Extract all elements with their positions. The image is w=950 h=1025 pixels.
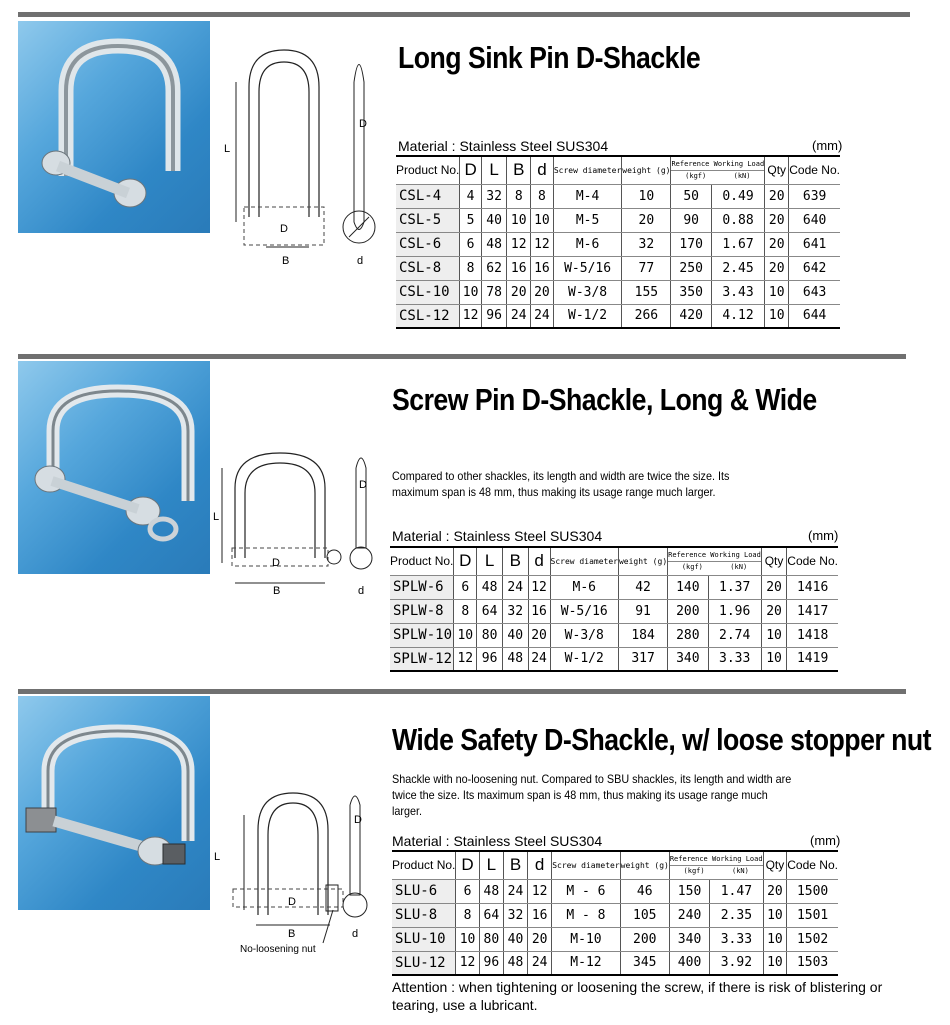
table-cell: 20: [765, 256, 789, 280]
table-cell: 50: [671, 184, 711, 208]
table-cell: 20: [765, 232, 789, 256]
product-no-cell: CSL-4: [396, 184, 460, 208]
table-row: [392, 879, 838, 903]
table-row: [396, 184, 840, 208]
table-cell: 24: [528, 951, 552, 975]
spec-table-splw: [390, 546, 838, 672]
product-no-cell: SPLW-12: [390, 647, 454, 671]
table-cell: 8: [531, 184, 554, 208]
header-weight: weight (g): [618, 547, 667, 575]
spec-table-csl: [396, 155, 840, 329]
table-cell: 80: [477, 623, 503, 647]
table-cell: 10: [765, 280, 789, 304]
table-cell: 24: [507, 304, 531, 328]
table-cell: 280: [668, 623, 708, 647]
table-cell: 10: [622, 184, 671, 208]
header-qty: Qty: [765, 156, 789, 184]
product-photo-slu: [18, 696, 210, 910]
header-B: B: [502, 547, 528, 575]
header-D: D: [456, 851, 479, 879]
table-cell: 10: [507, 208, 531, 232]
header-code: Code No.: [789, 156, 840, 184]
table-cell: 40: [503, 927, 527, 951]
table-cell: 10: [454, 623, 477, 647]
table-cell: 1.67: [711, 232, 764, 256]
table-cell: 12: [460, 304, 481, 328]
table-cell: 10: [763, 927, 787, 951]
table-row: [390, 647, 838, 671]
table-cell: 8: [454, 599, 477, 623]
table-row: [390, 599, 838, 623]
table-cell: M - 6: [552, 879, 620, 903]
table-cell: 32: [503, 903, 527, 927]
table-cell: W-1/2: [553, 304, 621, 328]
table-cell: 200: [668, 599, 708, 623]
table-cell: 12: [528, 575, 550, 599]
header-B: B: [507, 156, 531, 184]
drawing-label-d: D: [359, 479, 367, 491]
table-cell: 20: [765, 184, 789, 208]
header-kgf-kn: [671, 170, 764, 182]
product-no-cell: SLU-12: [392, 951, 456, 975]
table-cell: 105: [620, 903, 669, 927]
table-cell: 10: [763, 951, 787, 975]
table-cell: 32: [481, 184, 507, 208]
table-cell: 96: [477, 647, 503, 671]
table-cell: 1417: [787, 599, 838, 623]
table-cell: 24: [503, 879, 527, 903]
drawing-label-D: D: [288, 896, 296, 908]
table-cell: 20: [761, 575, 786, 599]
header-L: L: [477, 547, 503, 575]
table-cell: 266: [622, 304, 671, 328]
table-cell: 24: [528, 647, 550, 671]
table-cell: 6: [454, 575, 477, 599]
table-cell: W-5/16: [553, 256, 621, 280]
table-cell: 40: [481, 208, 507, 232]
table-row: [390, 623, 838, 647]
product-no-cell: CSL-10: [396, 280, 460, 304]
section-description: Compared to other shackles, its length and width are twice the size. Its maximum span is 48 mm, thus making its usage range much larger.: [392, 469, 730, 499]
header-kgf-kn: [670, 865, 763, 877]
table-cell: 20: [765, 208, 789, 232]
table-cell: 641: [789, 232, 840, 256]
technical-drawing-slu: [208, 785, 388, 955]
section-divider: [18, 12, 910, 17]
table-cell: 1418: [787, 623, 838, 647]
product-no-cell: SPLW-6: [390, 575, 454, 599]
table-cell: W-3/8: [550, 623, 618, 647]
header-d: d: [528, 547, 550, 575]
header-weight: weight (g): [620, 851, 669, 879]
table-cell: 250: [671, 256, 711, 280]
header-B: B: [503, 851, 527, 879]
table-body: [392, 879, 838, 975]
table-cell: 150: [669, 879, 709, 903]
table-row: [396, 208, 840, 232]
product-no-cell: SLU-8: [392, 903, 456, 927]
table-cell: 20: [761, 599, 786, 623]
table-cell: M-10: [552, 927, 620, 951]
table-cell: 400: [669, 951, 709, 975]
table-cell: 16: [528, 599, 550, 623]
table-cell: 4.12: [711, 304, 764, 328]
table-cell: 240: [669, 903, 709, 927]
table-cell: 96: [479, 951, 503, 975]
product-no-cell: SLU-6: [392, 879, 456, 903]
product-no-cell: SLU-10: [392, 927, 456, 951]
table-cell: 170: [671, 232, 711, 256]
table-cell: 155: [622, 280, 671, 304]
table-body: [390, 575, 838, 671]
header-d: d: [528, 851, 552, 879]
table-cell: 77: [622, 256, 671, 280]
table-header-row: [390, 547, 838, 575]
table-cell: 317: [618, 647, 667, 671]
table-cell: 1503: [787, 951, 838, 975]
table-cell: 8: [456, 903, 479, 927]
table-cell: 1500: [787, 879, 838, 903]
header-L: L: [479, 851, 503, 879]
header-kgf: (kgf): [685, 171, 707, 180]
header-qty: Qty: [761, 547, 786, 575]
header-D: D: [454, 547, 477, 575]
header-load-title: Reference Working Load: [668, 550, 761, 559]
table-cell: 1416: [787, 575, 838, 599]
table-cell: 20: [531, 280, 554, 304]
table-cell: W-3/8: [553, 280, 621, 304]
header-L: L: [481, 156, 507, 184]
table-cell: 10: [460, 280, 481, 304]
table-cell: 64: [479, 903, 503, 927]
material-label: Material : Stainless Steel SUS304: [398, 138, 609, 154]
table-cell: 48: [479, 879, 503, 903]
table-cell: 16: [507, 256, 531, 280]
table-cell: 2.74: [708, 623, 761, 647]
table-cell: 1.47: [710, 879, 763, 903]
table-cell: 10: [763, 903, 787, 927]
table-cell: 42: [618, 575, 667, 599]
material-label: Material : Stainless Steel SUS304: [392, 833, 603, 849]
table-cell: 1.96: [708, 599, 761, 623]
table-header-row: [396, 156, 840, 184]
header-code: Code No.: [787, 851, 838, 879]
table-cell: 48: [502, 647, 528, 671]
table-cell: M-5: [553, 208, 621, 232]
drawing-label-D: D: [280, 223, 288, 235]
section-title: Long Sink Pin D-Shackle: [398, 40, 701, 75]
drawing-label-small-d: d: [352, 928, 359, 940]
table-cell: 2.45: [711, 256, 764, 280]
header-product-no: Product No.: [390, 547, 454, 575]
table-row: [392, 903, 838, 927]
table-row: [396, 232, 840, 256]
table-cell: 8: [460, 256, 481, 280]
product-no-cell: CSL-5: [396, 208, 460, 232]
header-load-title: Reference Working Load: [671, 159, 765, 168]
table-cell: M-4: [553, 184, 621, 208]
header-qty: Qty: [763, 851, 787, 879]
table-cell: 32: [502, 599, 528, 623]
table-cell: M-12: [552, 951, 620, 975]
section-description: Shackle with no-loosening nut. Compared to SBU shackles, its length and width are twice the size. Its maximum span is 48 mm, thus making its usage range much larger.: [392, 772, 792, 818]
table-cell: 80: [479, 927, 503, 951]
table-cell: 48: [481, 232, 507, 256]
table-cell: 1.37: [708, 575, 761, 599]
table-row: [396, 256, 840, 280]
product-no-cell: SPLW-10: [390, 623, 454, 647]
header-kgf-kn: [668, 561, 761, 573]
drawing-label-D: D: [272, 557, 280, 569]
table-cell: 6: [460, 232, 481, 256]
table-cell: 3.33: [708, 647, 761, 671]
table-cell: W-1/2: [550, 647, 618, 671]
table-cell: 1501: [787, 903, 838, 927]
table-cell: 10: [761, 647, 786, 671]
table-row: [396, 304, 840, 328]
header-screw: Screw diameter: [553, 156, 621, 184]
table-body: [396, 184, 840, 328]
header-kn: (kN): [733, 171, 751, 180]
table-cell: 4: [460, 184, 481, 208]
table-cell: 20: [507, 280, 531, 304]
material-label: Material : Stainless Steel SUS304: [392, 528, 603, 544]
product-no-cell: CSL-12: [396, 304, 460, 328]
table-cell: 10: [456, 927, 479, 951]
drawing-label-small-d: d: [358, 585, 365, 597]
header-d: d: [531, 156, 554, 184]
header-screw: Screw diameter: [552, 851, 620, 879]
header-code: Code No.: [787, 547, 838, 575]
section-title: Wide Safety D-Shackle, w/ loose stopper nut: [392, 722, 932, 757]
section-divider: [18, 689, 906, 694]
technical-drawing-csl: [214, 42, 389, 272]
header-load-title: Reference Working Load: [669, 854, 763, 863]
product-photo-csl: [18, 21, 210, 233]
product-photo-splw: [18, 361, 210, 574]
drawing-label-B: B: [282, 255, 290, 267]
table-row: [396, 280, 840, 304]
header-weight: weight (g): [622, 156, 671, 184]
product-no-cell: SPLW-8: [390, 599, 454, 623]
table-cell: 20: [622, 208, 671, 232]
table-cell: 12: [456, 951, 479, 975]
table-cell: 62: [481, 256, 507, 280]
unit-label: (mm): [812, 138, 843, 153]
unit-label: (mm): [808, 528, 839, 543]
header-kn: (kN): [730, 562, 748, 571]
table-cell: 420: [671, 304, 711, 328]
table-row: [392, 951, 838, 975]
table-cell: 644: [789, 304, 840, 328]
table-cell: 350: [671, 280, 711, 304]
table-cell: 3.92: [710, 951, 763, 975]
table-cell: 6: [456, 879, 479, 903]
header-kgf: (kgf): [683, 866, 705, 875]
product-no-cell: CSL-6: [396, 232, 460, 256]
table-cell: 20: [528, 927, 552, 951]
table-cell: 1419: [787, 647, 838, 671]
table-cell: 20: [528, 623, 550, 647]
table-cell: M - 8: [552, 903, 620, 927]
table-cell: 10: [531, 208, 554, 232]
table-cell: M-6: [550, 575, 618, 599]
attention-note: Attention : when tightening or loosening the screw, if there is risk of blistering or tearing, use a lubricant.: [392, 979, 883, 1013]
table-cell: W-5/16: [550, 599, 618, 623]
header-screw: Screw diameter: [550, 547, 618, 575]
header-working-load: [669, 851, 763, 879]
table-cell: 640: [789, 208, 840, 232]
table-cell: 639: [789, 184, 840, 208]
table-cell: 96: [481, 304, 507, 328]
table-cell: 340: [668, 647, 708, 671]
table-header-row: [392, 851, 838, 879]
section-divider: [18, 354, 906, 359]
table-cell: 12: [528, 879, 552, 903]
no-loosening-nut-label: No-loosening nut: [240, 944, 316, 955]
table-cell: 16: [531, 256, 554, 280]
header-kgf: (kgf): [681, 562, 703, 571]
table-cell: 10: [765, 304, 789, 328]
header-working-load: [671, 156, 765, 184]
table-cell: 1502: [787, 927, 838, 951]
table-cell: 184: [618, 623, 667, 647]
table-cell: 16: [528, 903, 552, 927]
table-row: [392, 927, 838, 951]
table-cell: 46: [620, 879, 669, 903]
table-cell: 91: [618, 599, 667, 623]
shackle-photo-illustration: [18, 696, 210, 910]
header-kn: (kN): [732, 866, 749, 875]
table-cell: 345: [620, 951, 669, 975]
unit-label: (mm): [810, 833, 841, 848]
table-cell: 2.35: [710, 903, 763, 927]
product-no-cell: CSL-8: [396, 256, 460, 280]
table-cell: 140: [668, 575, 708, 599]
drawing-label-L: L: [224, 143, 231, 155]
table-cell: 5: [460, 208, 481, 232]
table-cell: 340: [669, 927, 709, 951]
table-cell: 643: [789, 280, 840, 304]
drawing-label-small-d: d: [357, 255, 364, 267]
table-cell: M-6: [553, 232, 621, 256]
header-D: D: [460, 156, 481, 184]
table-cell: 12: [507, 232, 531, 256]
table-row: [390, 575, 838, 599]
table-cell: 200: [620, 927, 669, 951]
table-cell: 0.88: [711, 208, 764, 232]
technical-drawing-splw: [210, 448, 385, 598]
drawing-label-B: B: [288, 928, 296, 940]
table-cell: 642: [789, 256, 840, 280]
table-cell: 48: [503, 951, 527, 975]
table-cell: 12: [531, 232, 554, 256]
drawing-label-L: L: [213, 511, 220, 523]
table-cell: 0.49: [711, 184, 764, 208]
table-cell: 8: [507, 184, 531, 208]
table-cell: 78: [481, 280, 507, 304]
table-cell: 3.43: [711, 280, 764, 304]
drawing-label-B: B: [273, 585, 281, 597]
table-cell: 32: [622, 232, 671, 256]
section-title: Screw Pin D-Shackle, Long & Wide: [392, 382, 817, 417]
shackle-photo-illustration: [18, 21, 210, 233]
table-cell: 64: [477, 599, 503, 623]
table-cell: 10: [761, 623, 786, 647]
table-cell: 24: [531, 304, 554, 328]
drawing-label-L: L: [214, 851, 221, 863]
table-cell: 12: [454, 647, 477, 671]
shackle-photo-illustration: [18, 361, 210, 574]
table-cell: 40: [502, 623, 528, 647]
header-product-no: Product No.: [396, 156, 460, 184]
header-working-load: [668, 547, 762, 575]
table-cell: 20: [763, 879, 787, 903]
table-cell: 48: [477, 575, 503, 599]
header-product-no: Product No.: [392, 851, 456, 879]
table-cell: 24: [502, 575, 528, 599]
table-cell: 3.33: [710, 927, 763, 951]
spec-table-slu: [392, 850, 838, 976]
drawing-label-d: D: [359, 118, 367, 130]
table-cell: 90: [671, 208, 711, 232]
drawing-label-d: D: [354, 814, 362, 826]
